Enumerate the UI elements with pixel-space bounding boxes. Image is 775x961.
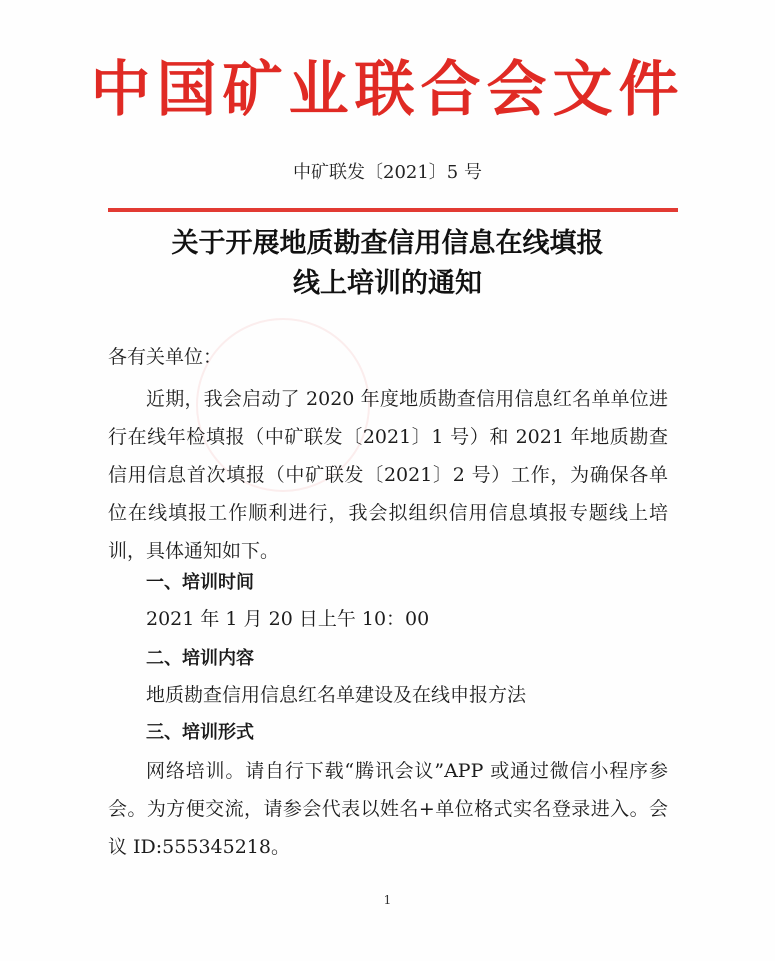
- section-heading-time: 一、培训时间: [146, 572, 254, 593]
- section-heading-content: 二、培训内容: [146, 648, 254, 669]
- red-divider-line: [108, 208, 678, 212]
- section-text-format: 网络培训。请自行下载“腾讯会议”APP 或通过微信小程序参会。为方便交流，请参会代表以姓名+单位格式实名登录进入。会议 ID:555345218。: [108, 760, 668, 858]
- document-number: 中矿联发〔2021〕5 号: [293, 162, 482, 183]
- notice-title: [0, 224, 775, 304]
- section-text-time: 2021 年 1 月 20 日上午 10：00: [146, 608, 430, 630]
- notice-title-line-2: 线上培训的通知: [293, 268, 482, 299]
- document-header-title: 中国矿业联合会文件: [90, 55, 685, 125]
- notice-title-line-1: 关于开展地质勘查信用信息在线填报: [171, 228, 604, 259]
- section-heading-format: 三、培训形式: [146, 722, 254, 743]
- intro-text: 近期，我会启动了 2020 年度地质勘查信用信息红名单单位进行在线年检填报（中矿联发〔2021〕1 号）和 2021 年地质勘查信用信息首次填报（中矿联发〔2021〕2 号）工作，为确保各单位在线填报工作顺利进行，我会拟组织信用信息填报专题线上培训，具体通知如下。: [108, 388, 668, 562]
- section-format-paragraph: [108, 752, 668, 866]
- page-number: 1: [383, 893, 392, 907]
- addressee: 各有关单位：: [108, 346, 223, 368]
- intro-paragraph: [108, 380, 668, 570]
- section-text-content: 地质勘查信用信息红名单建设及在线申报方法: [146, 684, 527, 706]
